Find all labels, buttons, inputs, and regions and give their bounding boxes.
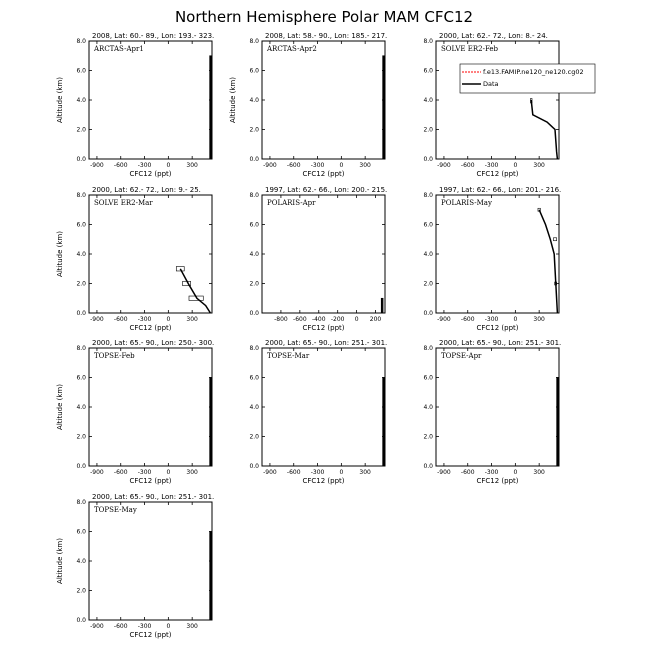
chart-panel (56, 493, 214, 639)
chart-panel (249, 339, 387, 485)
panel-header: 1997, Lat: 62.- 66., Lon: 201.- 216. (439, 186, 562, 194)
y-tick-label: 6.0 (76, 67, 86, 75)
y-tick-label: 0.0 (76, 617, 86, 624)
x-tick-label: 0 (166, 162, 171, 169)
y-tick-label: 2.0 (423, 126, 433, 134)
x-tick-label: -800 (274, 316, 288, 323)
chart-panel (56, 339, 214, 485)
x-tick-label: -900 (437, 316, 451, 323)
legend-model-label: f.e13.FAMIP.ne120_ne120.cg02 (483, 68, 584, 76)
y-tick-label: 6.0 (423, 374, 433, 382)
plot-frame (89, 195, 212, 313)
x-tick-label: -600 (113, 316, 128, 323)
y-tick-label: 8.0 (76, 345, 86, 352)
figure-title: Northern Hemisphere Polar MAM CFC12 (174, 8, 474, 26)
x-tick-label: 300 (186, 162, 198, 169)
panel-header: 1997, Lat: 62.- 66., Lon: 200.- 215. (265, 186, 388, 194)
panel-title: TOPSE-Feb (94, 352, 135, 360)
chart-panel (56, 32, 214, 178)
panel-header: 2008, Lat: 58.- 90., Lon: 185.- 217. (265, 32, 388, 40)
y-tick-label: 4.0 (249, 97, 259, 104)
x-axis-label: CFC12 (ppt) (302, 324, 345, 332)
x-tick-label: 0 (166, 623, 171, 630)
panel-header: 2000, Lat: 65.- 90., Lon: 251.- 301. (92, 493, 215, 501)
y-tick-label: 8.0 (76, 499, 86, 506)
panel-header: 2000, Lat: 62.- 72., Lon: 8.- 24. (439, 32, 548, 40)
x-tick-label: -300 (137, 469, 152, 476)
y-tick-label: 0.0 (249, 310, 259, 317)
x-tick-label: 300 (186, 623, 198, 630)
y-axis-label: Altitude (km) (56, 231, 64, 277)
y-tick-label: 4.0 (76, 404, 86, 411)
x-tick-label: -300 (137, 623, 152, 630)
x-axis-label: CFC12 (ppt) (476, 324, 519, 332)
x-tick-label: -600 (460, 162, 475, 169)
data-series-line (180, 269, 210, 313)
x-tick-label: -600 (286, 469, 301, 476)
plot-frame (436, 41, 559, 159)
x-tick-label: 300 (359, 162, 371, 169)
y-tick-label: 8.0 (249, 345, 259, 352)
chart-panel (56, 186, 212, 332)
x-axis-label: CFC12 (ppt) (302, 477, 345, 485)
y-tick-label: 2.0 (76, 433, 86, 441)
y-tick-label: 2.0 (76, 280, 86, 288)
y-tick-label: 4.0 (76, 97, 86, 104)
y-tick-label: 8.0 (249, 38, 259, 45)
x-axis-label: CFC12 (ppt) (129, 324, 172, 332)
x-tick-label: -900 (90, 162, 104, 169)
y-tick-label: 4.0 (76, 558, 86, 565)
y-tick-label: 6.0 (249, 374, 259, 382)
plot-frame (89, 41, 212, 159)
plot-frame (262, 195, 385, 313)
y-tick-label: 2.0 (249, 280, 259, 288)
y-tick-label: 8.0 (76, 38, 86, 45)
data-series-line (531, 100, 557, 159)
panel-header: 2000, Lat: 65.- 90., Lon: 250.- 300. (92, 339, 215, 347)
y-tick-label: 0.0 (76, 156, 86, 163)
x-tick-label: -400 (311, 316, 326, 323)
x-tick-label: 0 (339, 469, 344, 476)
panel-title: POLARIS-Apr (267, 199, 316, 207)
panel-header: 2000, Lat: 62.- 72., Lon: 9.- 25. (92, 186, 201, 194)
y-tick-label: 2.0 (249, 126, 259, 134)
x-tick-label: -900 (90, 469, 104, 476)
x-axis-label: CFC12 (ppt) (302, 170, 345, 178)
x-tick-label: -300 (310, 469, 325, 476)
y-tick-label: 4.0 (249, 404, 259, 411)
x-axis-label: CFC12 (ppt) (476, 477, 519, 485)
x-tick-label: -600 (286, 162, 301, 169)
plot-frame (262, 348, 385, 466)
y-tick-label: 6.0 (249, 221, 259, 229)
panel-title: TOPSE-Mar (267, 352, 310, 360)
y-axis-label: Altitude (km) (56, 384, 64, 430)
chart-panel (423, 186, 561, 332)
x-tick-label: -200 (330, 316, 345, 323)
legend (460, 64, 595, 93)
y-tick-label: 0.0 (249, 156, 259, 163)
x-tick-label: 0 (339, 162, 344, 169)
panel-title: ARCTAS-Apr1 (94, 45, 144, 53)
y-tick-label: 2.0 (76, 587, 86, 595)
y-tick-label: 0.0 (423, 463, 433, 470)
legend-data-label: Data (483, 80, 499, 88)
panel-title: ARCTAS-Apr2 (267, 45, 317, 53)
y-tick-label: 0.0 (76, 463, 86, 470)
y-tick-label: 4.0 (76, 251, 86, 258)
x-tick-label: -300 (484, 469, 499, 476)
y-tick-label: 0.0 (249, 463, 259, 470)
y-tick-label: 8.0 (423, 38, 433, 45)
x-tick-label: 0 (513, 316, 518, 323)
panel-title: POLARIS-May (441, 199, 492, 207)
panels-grid (56, 32, 595, 639)
x-tick-label: -300 (310, 162, 325, 169)
y-tick-label: 6.0 (76, 528, 86, 536)
plot-frame (89, 502, 212, 620)
x-axis-label: CFC12 (ppt) (476, 170, 519, 178)
x-tick-label: 0 (354, 316, 359, 323)
data-range-box (553, 238, 556, 241)
x-tick-label: 0 (166, 316, 171, 323)
y-tick-label: 8.0 (423, 192, 433, 199)
x-tick-label: 300 (533, 316, 545, 323)
x-tick-label: -300 (137, 316, 152, 323)
x-tick-label: -600 (113, 469, 128, 476)
y-tick-label: 8.0 (76, 192, 86, 199)
panel-title: SOLVE ER2-Feb (441, 45, 499, 53)
y-axis-label: Altitude (km) (56, 538, 64, 584)
panel-title: SOLVE ER2-Mar (94, 199, 153, 207)
y-tick-label: 6.0 (423, 221, 433, 229)
x-tick-label: -600 (113, 623, 128, 630)
x-tick-label: -900 (263, 469, 277, 476)
x-tick-label: -600 (460, 316, 475, 323)
x-tick-label: 300 (186, 316, 198, 323)
plot-frame (436, 348, 559, 466)
y-tick-label: 4.0 (423, 404, 433, 411)
x-tick-label: -600 (460, 469, 475, 476)
x-tick-label: 0 (513, 162, 518, 169)
y-tick-label: 4.0 (249, 251, 259, 258)
x-tick-label: -900 (437, 162, 451, 169)
y-tick-label: 2.0 (423, 433, 433, 441)
x-axis-label: CFC12 (ppt) (129, 631, 172, 639)
y-tick-label: 6.0 (76, 374, 86, 382)
x-tick-label: 300 (359, 469, 371, 476)
x-tick-label: -900 (437, 469, 451, 476)
y-tick-label: 2.0 (76, 126, 86, 134)
x-tick-label: 300 (186, 469, 198, 476)
y-tick-label: 0.0 (76, 310, 86, 317)
y-tick-label: 6.0 (76, 221, 86, 229)
y-tick-label: 2.0 (249, 433, 259, 441)
x-tick-label: 300 (533, 469, 545, 476)
panel-header: 2000, Lat: 65.- 90., Lon: 251.- 301. (265, 339, 388, 347)
y-tick-label: 4.0 (423, 97, 433, 104)
y-tick-label: 4.0 (423, 251, 433, 258)
x-tick-label: 0 (513, 469, 518, 476)
x-tick-label: 0 (166, 469, 171, 476)
x-tick-label: -300 (484, 316, 499, 323)
x-axis-label: CFC12 (ppt) (129, 170, 172, 178)
y-tick-label: 0.0 (423, 156, 433, 163)
x-tick-label: 200 (369, 316, 382, 323)
x-axis-label: CFC12 (ppt) (129, 477, 172, 485)
panel-header: 2008, Lat: 60.- 89., Lon: 193.- 323. (92, 32, 215, 40)
chart-panel (423, 32, 595, 178)
x-tick-label: -300 (137, 162, 152, 169)
chart-panel (423, 339, 561, 485)
chart-panel (249, 186, 387, 332)
chart-panel (229, 32, 387, 178)
panel-header: 2000, Lat: 65.- 90., Lon: 251.- 301. (439, 339, 562, 347)
x-tick-label: 300 (533, 162, 545, 169)
x-tick-label: -900 (263, 162, 277, 169)
y-tick-label: 2.0 (423, 280, 433, 288)
x-tick-label: -600 (113, 162, 128, 169)
x-tick-label: -300 (484, 162, 499, 169)
y-tick-label: 6.0 (423, 67, 433, 75)
x-tick-label: -600 (293, 316, 307, 323)
panel-title: TOPSE-Apr (441, 352, 482, 360)
panel-title: TOPSE-May (94, 506, 137, 514)
plot-frame (89, 348, 212, 466)
y-axis-label: Altitude (km) (56, 77, 64, 123)
y-axis-label: Altitude (km) (229, 77, 237, 123)
y-tick-label: 6.0 (249, 67, 259, 75)
plot-frame (262, 41, 385, 159)
y-tick-label: 0.0 (423, 310, 433, 317)
x-tick-label: -900 (90, 623, 104, 630)
data-series-line (539, 210, 557, 313)
y-tick-label: 8.0 (249, 192, 259, 199)
y-tick-label: 8.0 (423, 345, 433, 352)
x-tick-label: -900 (90, 316, 104, 323)
